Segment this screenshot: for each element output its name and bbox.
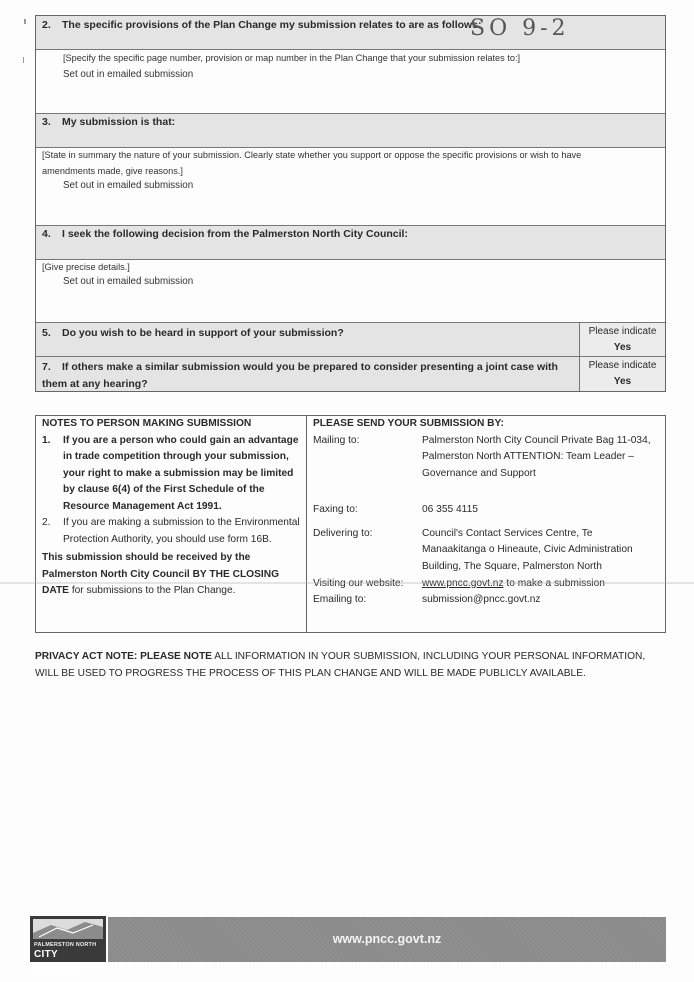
scan-mark [24,19,26,24]
question-title: The specific provisions of the Plan Change my submission relates to are as follows: [62,19,482,31]
note-item [42,515,300,548]
question-title: My submission is that: [62,116,176,128]
closing-notice-suffix: for submissions to the Plan Change. [68,585,236,597]
question-5-answer-cell [580,323,665,356]
note-item [42,433,300,516]
privacy-text: ALL INFORMATION IN YOUR SUBMISSION, INCLUDING YOUR PERSONAL INFORMATION, WILL BE USED TO PROGRESS THE PROCESS OF THIS PLAN CHANGE AND WILL BE MADE PUBLICLY AVAILABLE. [35,651,646,679]
website-suffix: to make a submission [503,577,605,589]
logo-big-text: CITY COUNCIL [34,949,82,976]
note-text: If you are a person who could gain an advantage in trade competition through your submission, your right to make a submission may be limited by clause 6(4) of the First Schedule of the Resource Management Act 1991. [63,434,299,512]
question-3-body [36,148,665,226]
email-address[interactable]: submission@pncc.govt.nz [422,594,541,606]
question-number: 3. [42,116,51,128]
submission-form-table [35,15,666,392]
email-label: Emailing to: [313,594,367,606]
notes-panel [36,416,307,632]
please-indicate-label: Please indicate [588,360,657,371]
question-title: If others make a similar submission would you be prepared to consider presenting a joint case with them at any hearing? [42,361,558,390]
privacy-note [35,649,666,682]
closing-notice-text: This submission should be received by the Palmerston North City Council [42,552,251,580]
answer-text: Set out in emailed submission [63,276,194,287]
please-indicate-label: Please indicate [588,326,657,337]
mailing-address: Palmerston North City Council Private Bag 11-034, Palmerston North ATTENTION: Team Leader – Governance and Support [422,434,651,479]
question-number: 5. [42,327,51,339]
scan-mark [23,57,24,63]
notes-and-contact-box [35,415,666,633]
council-logo [30,916,106,976]
delivering-label: Delivering to: [313,527,373,539]
fax-number: 06 355 4115 [422,503,478,515]
website-link[interactable]: www.pncc.govt.nz [422,577,504,589]
question-title: I seek the following decision from the Palmerston North City Council: [62,228,408,240]
question-5-row [36,323,665,357]
question-7-answer-cell [580,357,665,391]
closing-notice [42,550,300,600]
question-7-row [36,357,665,391]
send-title: PLEASE SEND YOUR SUBMISSION BY: [313,418,504,429]
scan-line [0,582,694,584]
faxing-label: Faxing to: [313,503,358,515]
question-hint: [Specify the specific page number, provision or map number in the Plan Change that your submission relates to:] [63,53,521,63]
mailing-label: Mailing to: [313,434,360,446]
answer-yes: Yes [613,375,632,387]
question-7-title-cell [36,357,580,391]
note-number: 2. [42,517,51,529]
question-number: 2. [42,19,51,31]
footer-url[interactable]: www.pncc.govt.nz [332,932,442,946]
note-text: If you are making a submission to the Environmental Protection Authority, you should use form 16B. [63,517,300,545]
website-label: Visiting our website: [313,577,404,589]
faxing-row [313,502,659,526]
question-4-body [36,260,665,323]
question-hint: [State in summary the nature of your submission. Clearly state whether you support or oppose the specific provisions or wish to have amendments made, give reasons.] [42,150,582,176]
question-2-header [36,16,665,50]
mailing-row [313,433,659,502]
send-submission-panel [307,416,665,632]
question-number: 4. [42,228,51,240]
answer-yes: Yes [613,341,632,353]
note-number: 1. [42,434,51,446]
question-4-header [36,226,665,260]
delivering-row [313,526,659,576]
question-title: Do you wish to be heard in support of your submission? [62,327,344,339]
question-2-body [36,50,665,114]
logo-small-text: PALMERSTON NORTH [34,942,97,948]
question-3-header [36,114,665,148]
logo-map-icon [33,919,103,939]
closing-date-emphasis: BY THE CLOSING DATE [42,568,279,597]
question-hint: [Give precise details.] [42,262,130,272]
answer-text: Set out in emailed submission [63,180,194,191]
handwritten-reference: SO 9-2 [470,16,570,41]
answer-text: Set out in emailed submission [63,69,194,80]
question-5-title-cell [36,323,580,356]
notes-title: NOTES TO PERSON MAKING SUBMISSION [42,418,252,429]
privacy-lead: PRIVACY ACT NOTE: PLEASE NOTE [35,651,212,662]
question-number: 7. [42,361,51,373]
footer-bar [108,917,666,962]
email-row [313,592,659,609]
delivery-address: Council's Contact Services Centre, Te Manaakitanga o Hineaute, Civic Administration Building, The Square, Palmerston North [422,527,633,572]
